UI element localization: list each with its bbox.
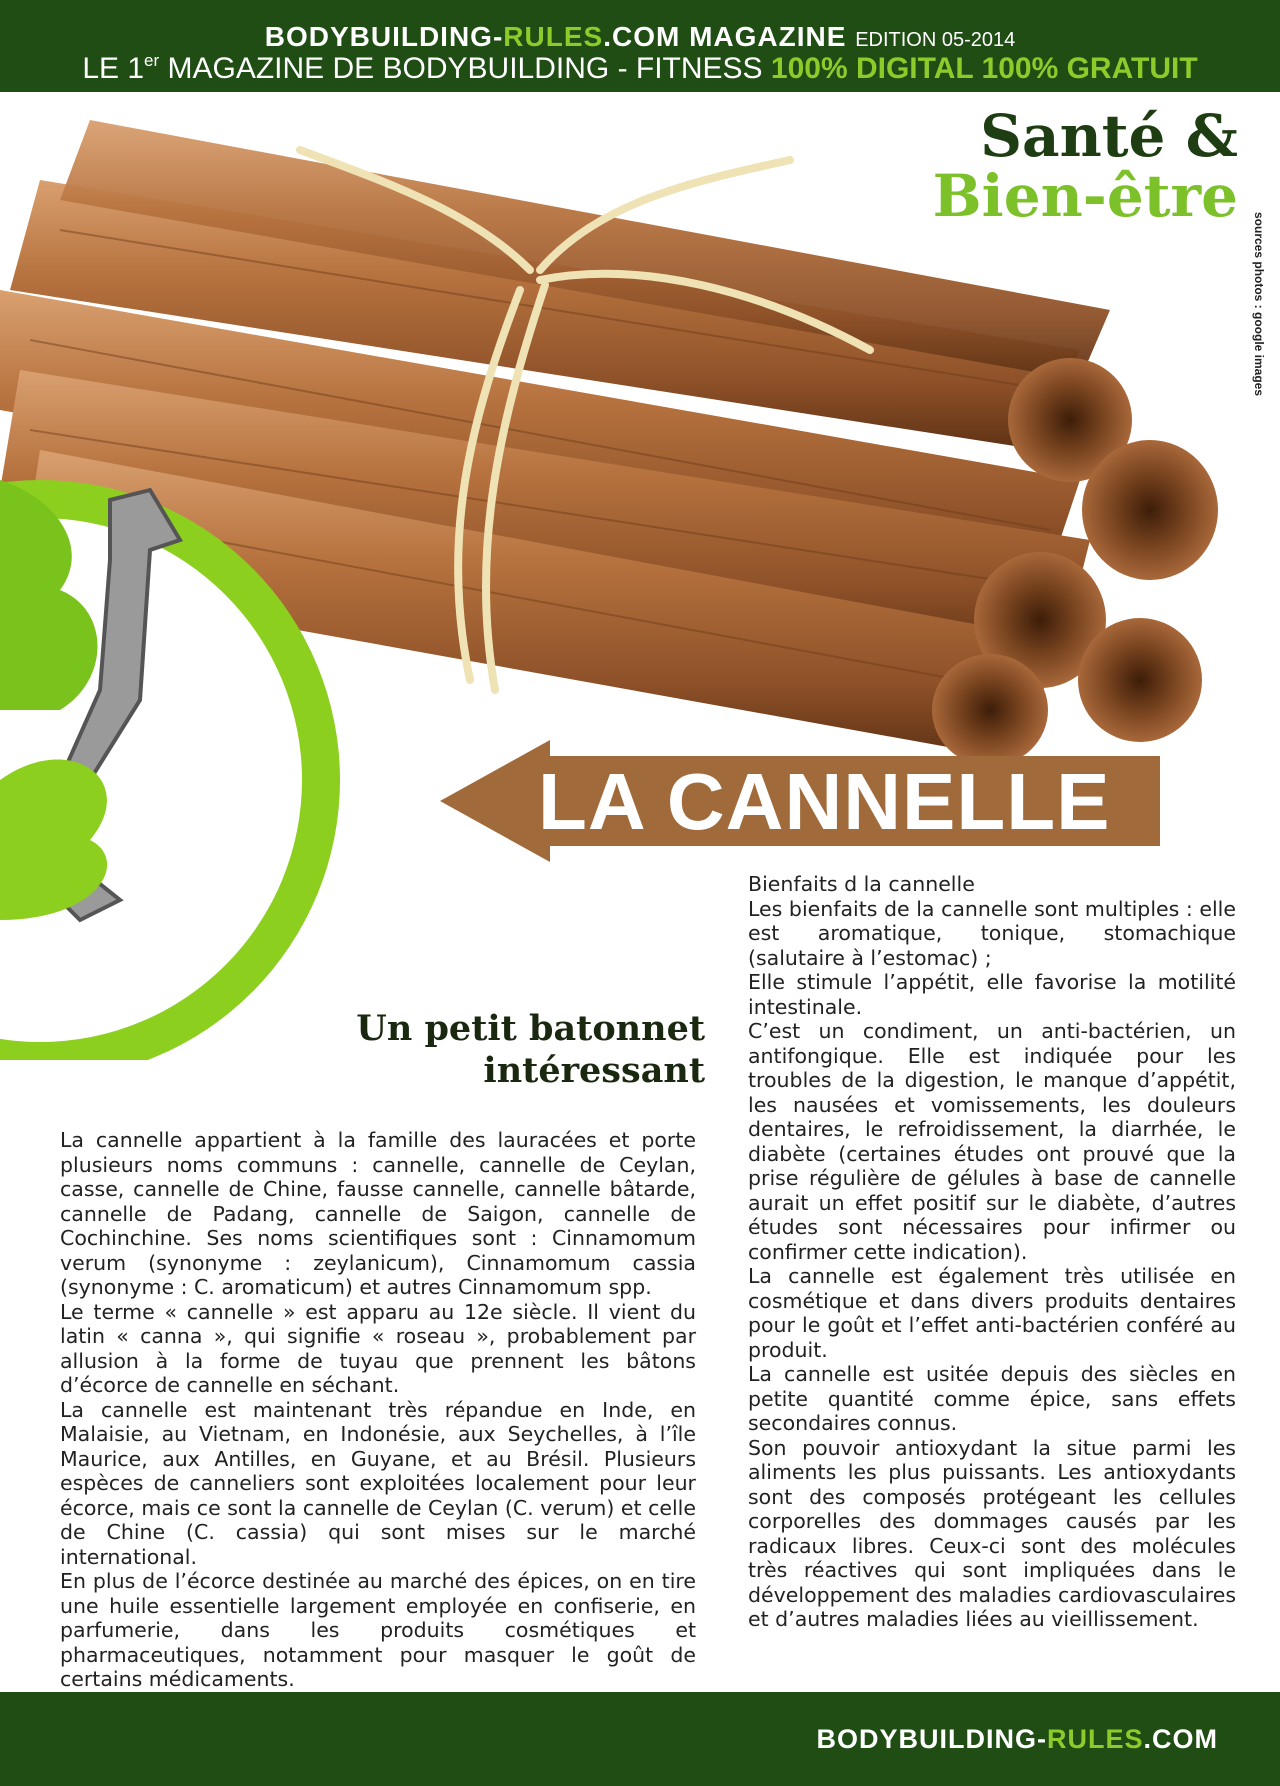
paragraph: C’est un condiment, un anti-bactérien, un antifongique. Elle est indiquée pour les troubles de la digestion, le manque d’appétit, les nausées et vomissements, les douleurs dentaires, le refroidissement, la diarrhée, le diabète (certaines études ont prouvé que la prise régulière de gélules à base de cannelle aurait un effet positif sur le diabète, d’autres études sont nécessaires pour infirmer ou confirmer cette indication). bbox=[748, 1019, 1236, 1264]
section-heading-line-1: Santé & bbox=[980, 102, 1238, 170]
footer-site-part-1: BODYBUILDING- bbox=[816, 1724, 1047, 1754]
paragraph: La cannelle est usitée depuis des siècles en petite quantité comme épice, sans effets secondaires connus. bbox=[748, 1362, 1236, 1435]
paragraph: Son pouvoir antioxydant la situe parmi les aliments les plus puissants. Les antioxydants sont des composés protégeant les cellules corporelles des dommages causés par les radicaux libres. Ceux-ci sont des molécules très réactives qui sont impliquées dans le développement des maladies cardiovasculaires et d’autres maladies liées au vieillissement. bbox=[748, 1435, 1236, 1631]
paragraph: En plus de l’écorce destinée au marché des épices, on en tire une huile essentielle largement employée en confiserie, en parfumerie, dans les produits cosmétiques et pharmaceutiques, notamment pour masquer le goût de certains médicaments. bbox=[60, 1569, 696, 1691]
edition-label: EDITION 05-2014 bbox=[855, 29, 1016, 51]
tagline-middle: MAGAZINE DE BODYBUILDING - FITNESS bbox=[159, 52, 771, 85]
paragraph: La cannelle est également très utilisée en cosmétique et dans divers produits dentaires pour le goût et l’effet anti-bactérien conféré au produit. bbox=[748, 1264, 1236, 1362]
site-logo bbox=[0, 480, 360, 1060]
footer-site-part-3: .COM bbox=[1143, 1724, 1218, 1754]
magazine-header bbox=[0, 0, 1280, 92]
brand-part-3: .COM MAGAZINE bbox=[603, 21, 847, 52]
subtitle-line-1: Un petit batonnet bbox=[356, 1008, 705, 1049]
footer-site-name bbox=[816, 1724, 1218, 1755]
tagline-free: 100% DIGITAL 100% GRATUIT bbox=[770, 52, 1198, 85]
right-text-column bbox=[748, 872, 1236, 1632]
subtitle-line-2: intéressant bbox=[483, 1050, 705, 1091]
paragraph: Les bienfaits de la cannelle sont multiples : elle est aromatique, tonique, stomachique (salutaire à l’estomac) ; bbox=[748, 896, 1236, 970]
magazine-brand bbox=[0, 22, 1280, 55]
photo-credit: sources photos : google images bbox=[1252, 212, 1266, 397]
article-subtitle bbox=[356, 1008, 705, 1092]
tagline-superscript: er bbox=[144, 51, 160, 70]
section-heading-line-2: Bien-être bbox=[932, 162, 1238, 230]
brand-part-2: RULES bbox=[503, 21, 604, 52]
article-title: LA CANNELLE bbox=[538, 757, 1111, 846]
section-heading bbox=[932, 102, 1238, 230]
left-text-column bbox=[60, 1128, 696, 1692]
paragraph: La cannelle est maintenant très répandue en Inde, en Malaisie, au Vietnam, en Indonésie, aux Seychelles, à l’île Maurice, aux Antilles, en Guyane, et au Brésil. Plusieurs espèces de canneliers sont exploitées localement pour leur écorce, mais ce sont la cannelle de Ceylan (C. verum) et celle de Chine (C. cassia) qui sont mises sur le marché international. bbox=[60, 1397, 696, 1569]
magazine-footer bbox=[0, 1692, 1280, 1786]
brand-part-1: BODYBUILDING- bbox=[264, 21, 504, 52]
tagline-prefix: LE 1 bbox=[82, 52, 145, 85]
paragraph: La cannelle appartient à la famille des lauracées et porte plusieurs noms communs : cannelle, cannelle de Ceylan, casse, cannelle de Chine, fausse cannelle, cannelle bâtarde, cannelle de Padang, cannelle de Saigon, cannelle de Cochinchine. Ses noms scientifiques sont : Cinnamomum verum (synonyme : zeylanicum), Cinnamomum cassia (synonyme : C. aromaticum) et autres Cinnamomum spp. bbox=[60, 1128, 696, 1299]
paragraph: Le terme « cannelle » est apparu au 12e siècle. Il vient du latin « canna », qui signifie « roseau », probablement par allusion à la forme de tuyau que prennent les bâtons d’écorce de cannelle en séchant. bbox=[60, 1299, 696, 1397]
footer-site-part-2: RULES bbox=[1046, 1724, 1144, 1754]
benefits-heading: Bienfaits d la cannelle bbox=[748, 872, 975, 896]
paragraph: Elle stimule l’appétit, elle favorise la motilité intestinale. bbox=[748, 970, 1236, 1019]
magazine-tagline bbox=[0, 52, 1280, 86]
